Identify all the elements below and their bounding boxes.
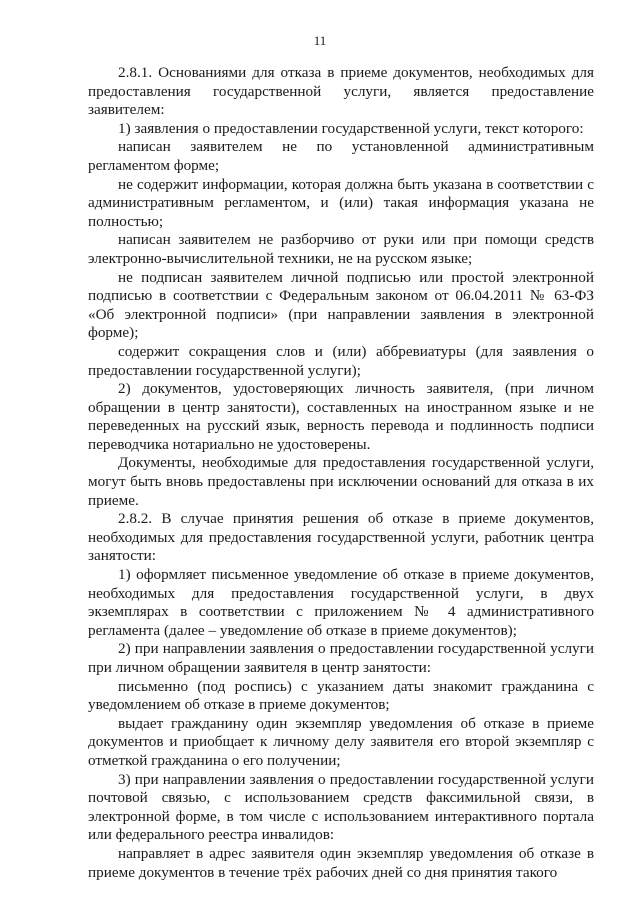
paragraph: 2) при направлении заявления о предоставлении государственной услуги при личном обращении заявителя в центр занятости:: [88, 640, 594, 676]
paragraph: содержит сокращения слов и (или) аббревиатуры (для заявления о предоставлении государственной услуги);: [88, 342, 594, 379]
paragraph: направляет в адрес заявителя один экземпляр уведомления об отказе в приеме документов в течение трёх рабочих дней со дня принятия такого: [88, 844, 594, 881]
paragraph: выдает гражданину один экземпляр уведомления об отказе в приеме документов и приобщает к личному делу заявителя его второй экземпляр с отметкой гражданина о его получении;: [88, 714, 594, 769]
page-number: 11: [313, 33, 327, 48]
paragraph: написан заявителем не по установленной административным регламентом форме;: [88, 138, 594, 174]
paragraph: 1) оформляет письменное уведомление об отказе в приеме документов, необходимых для предоставления государственной услуги, в двух экземплярах в соответствии с приложением № 4 административного регламента (далее – уведомление об отказе в приеме документов);: [88, 566, 594, 639]
paragraph: не содержит информации, которая должна быть указана в соответствии с административным регламентом, и (или) такая информация указана не полностью;: [88, 175, 594, 230]
paragraph: 2) документов, удостоверяющих личность заявителя, (при личном обращении в центр занятости), составленных на иностранном языке и не переведенных на русский язык, верность перевода и подлинность подписи переводчика нотариально не удостоверены.: [88, 380, 594, 453]
paragraph: Документы, необходимые для предоставления государственной услуги, могут быть вновь предоставлены при исключении оснований для отказа в их приеме.: [88, 454, 594, 509]
paragraph: 2.8.2. В случае принятия решения об отказе в приеме документов, необходимых для предоставления государственной услуги, работник центра занятости:: [88, 510, 594, 565]
paragraph: не подписан заявителем личной подписью или простой электронной подписью в соответствии с Федеральным законом от 06.04.2011 № 63-ФЗ «Об электронной подписи» (при направлении заявления в электронной форме);: [88, 268, 594, 342]
paragraph: 2.8.1. Основаниями для отказа в приеме документов, необходимых для предоставления государственной услуги, является предоставление заявителем:: [88, 64, 594, 119]
paragraph: 3) при направлении заявления о предоставлении государственной услуги почтовой связью, с использованием средств факсимильной связи, в электронной форме, в том числе с использованием интерактивного портала или федерального реестра инвалидов:: [88, 770, 594, 844]
paragraph: письменно (под роспись) с указанием даты знакомит гражданина с уведомлением об отказе в приеме документов;: [88, 677, 594, 714]
paragraph: 1) заявления о предоставлении государственной услуги, текст которого:: [118, 119, 584, 137]
paragraph: написан заявителем не разборчиво от руки или при помощи средств электронно-вычислительной техники, не на русском языке;: [88, 231, 594, 267]
document-body: [88, 64, 594, 882]
